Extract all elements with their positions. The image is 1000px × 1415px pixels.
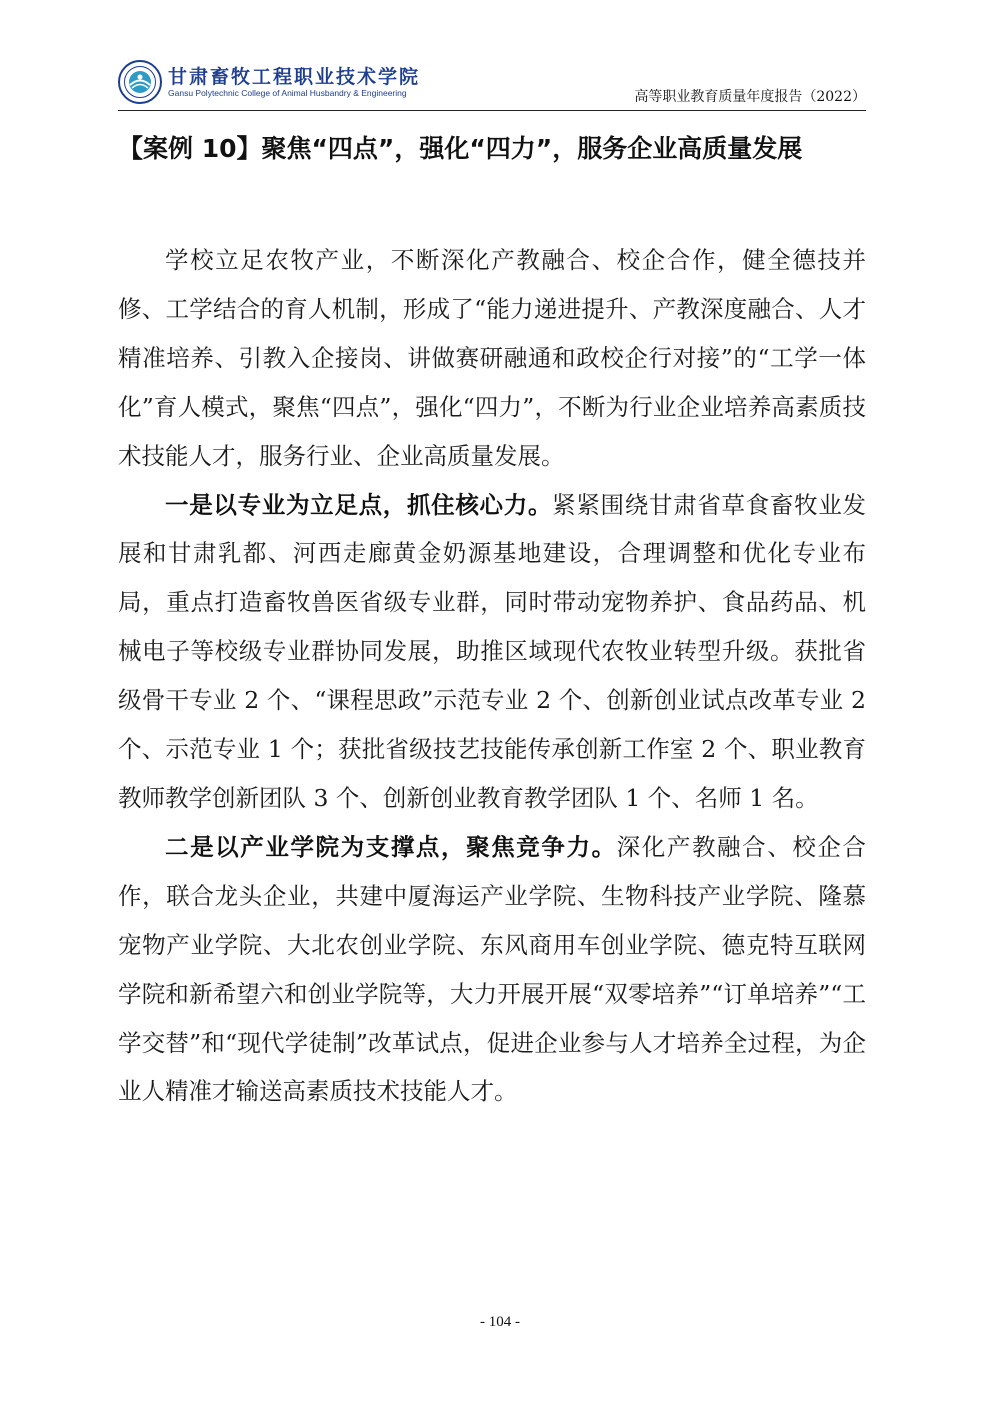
intro-paragraph xyxy=(118,236,866,481)
college-seal-icon xyxy=(118,60,162,104)
college-name-en: Gansu Polytechnic College of Animal Husbandry & Engineering xyxy=(168,88,407,98)
case-title: 【案例 10】聚焦“四点”，强化“四力”，服务企业高质量发展 xyxy=(118,134,803,163)
paragraph-text: 深化产教融合、校企合作，联合龙头企业，共建中厦海运产业学院、生物科技产业学院、隆慕宠物产业学院、大北农创业学院、东风商用车创业学院、德克特互联网学院和新希望六和创业学院等，大力开展开展“双零培养”“订单培养”“工学交替”和“现代学徒制”改革试点，促进企业参与人才培养全过程，为企业人精准才输送高素质技术技能人才。 xyxy=(118,832,867,1106)
paragraph-lead: 二是以产业学院为支撑点，聚焦竞争力。 xyxy=(165,832,617,861)
header-divider xyxy=(118,110,866,111)
page-header xyxy=(118,58,866,110)
paragraph-text: 学校立足农牧产业，不断深化产教融合、校企合作，健全德技并修、工学结合的育人机制，形成了“能力递进提升、产教深度融合、人才精准培养、引教入企接岗、讲做赛研融通和政校企行对接”的“工学一体化”育人模式，聚焦“四点”，强化“四力”，不断为行业企业培养高素质技术技能人才，服务行业、企业高质量发展。 xyxy=(118,246,866,470)
page-number: - 104 - xyxy=(480,1314,520,1330)
report-title: 高等职业教育质量年度报告（2022） xyxy=(634,89,866,105)
main-content xyxy=(118,236,866,1116)
point-two-paragraph xyxy=(118,823,866,1116)
college-name-cn: 甘肃畜牧工程职业技术学院 xyxy=(168,66,421,88)
paragraph-lead: 一是以专业为立足点，抓住核心力。 xyxy=(165,490,553,519)
paragraph-text: 紧紧围绕甘肃省草食畜牧业发展和甘肃乳都、河西走廊黄金奶源基地建设，合理调整和优化专业布局，重点打造畜牧兽医省级专业群，同时带动宠物养护、食品药品、机械电子等校级专业群协同发展，助推区域现代农牧业转型升级。获批省级骨干专业 2 个、“课程思政”示范专业 2 个、创新创业试点改革专业 2 个、示范专业 1 个；获批省级技艺技能传承创新工作室 2 个、职业教育教师教学创新团队 3 个、创新创业教育教学团队 1 个、名师 1 名。 xyxy=(118,490,867,812)
point-one-paragraph xyxy=(118,481,866,823)
